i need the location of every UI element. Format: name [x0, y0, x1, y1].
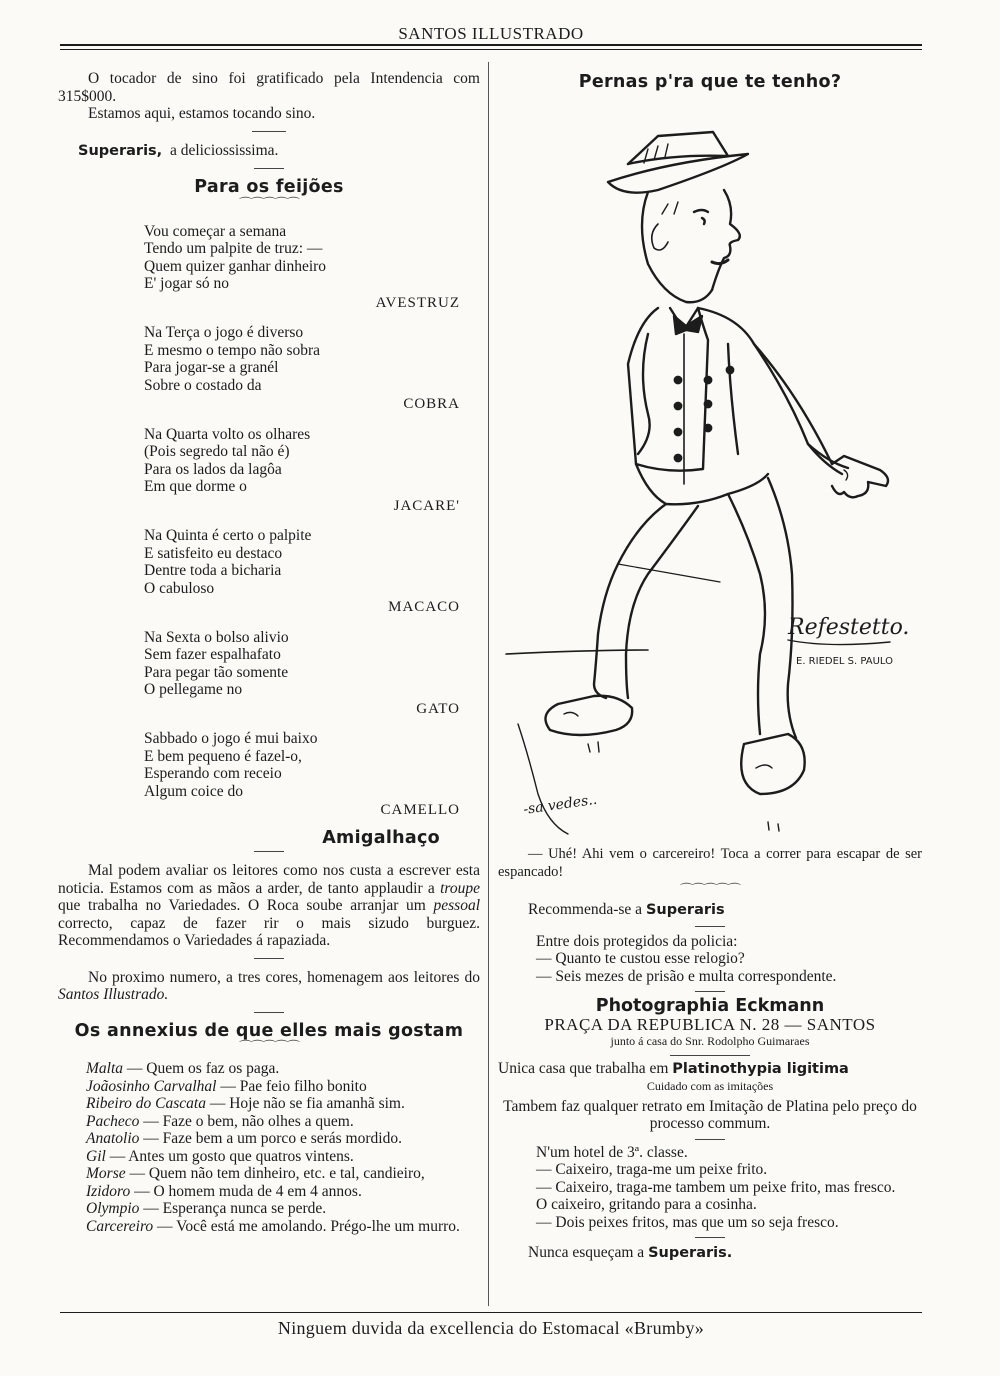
poem-line: Na Quinta é certo o palpite — [144, 527, 312, 544]
recommend-line — [498, 901, 922, 920]
annexius-name: Ribeiro do Cascata — [86, 1095, 206, 1112]
footer-rule — [60, 1312, 922, 1313]
annexius-name: Pacheco — [86, 1112, 140, 1130]
separator — [254, 851, 284, 852]
photo-platinothypia: Platinothypia ligitima — [672, 1060, 849, 1077]
shoe-icon — [546, 695, 805, 793]
poem-line: Na Quarta volto os olhares — [144, 425, 311, 443]
photo-studio-name: Photographia Eckmann — [595, 996, 825, 1016]
annexius-entry — [58, 1113, 480, 1131]
hat-icon — [608, 132, 748, 193]
annexius-saying: — Hoje não se fia amanhã sim. — [209, 1095, 405, 1112]
footer-ad: Ninguem duvida da excellencia do Estomacal «Brumby» — [277, 1318, 705, 1338]
hotel-anecdote — [498, 1144, 922, 1232]
amigalhaco-text — [58, 862, 480, 950]
poem-line: Vou começar a semana — [144, 222, 287, 240]
separator — [670, 1055, 750, 1056]
feijoes-poem — [144, 223, 460, 820]
annexius-entry — [58, 1130, 480, 1148]
photo-unica-text: Unica casa que trabalha em — [498, 1059, 669, 1077]
hotel-line: — Caixeiro, traga-me um peixe frito. — [536, 1161, 768, 1178]
separator — [695, 991, 725, 992]
annexius-name: Carcereiro — [86, 1217, 154, 1235]
column-divider — [488, 62, 489, 1306]
nunca-text: Nunca esqueçam a — [528, 1244, 645, 1261]
poem-line: E satisfeito eu destaco — [144, 544, 283, 562]
annexius-saying: — Antes um gosto que quatros vintens. — [109, 1147, 354, 1165]
annexius-name: Joãosinho Carvalhal — [86, 1077, 217, 1095]
annexius-entry — [58, 1165, 480, 1183]
poem-line: Sabbado o jogo é mui baixo — [144, 730, 318, 747]
amigalhaco-troupe: troupe — [440, 879, 480, 897]
tocando-sino-paragraph: Estamos aqui, estamos tocando sino. — [88, 105, 316, 122]
annexius-entry — [58, 1078, 480, 1096]
annexius-entry — [58, 1095, 480, 1113]
right-column — [498, 70, 922, 1263]
poem-line: Esperando com receio — [144, 765, 282, 782]
amigalhaco-text-b: que trabalha no Variedades. O Roca soube arranjar um — [58, 897, 426, 914]
poem-line: O pellegame no — [144, 681, 243, 698]
bowtie-icon — [674, 316, 702, 334]
annexius-saying: — Pae feio filho bonito — [220, 1077, 367, 1095]
annexius-entry — [58, 1183, 480, 1201]
poem-animal: CAMELLO — [380, 802, 460, 818]
poem-line: Quem quizer ganhar dinheiro — [144, 257, 327, 275]
annexius-saying: — O homem muda de 4 em 4 annos. — [134, 1182, 362, 1200]
nunca-line — [498, 1244, 922, 1263]
poem-line: Dentre toda a bicharia — [144, 562, 282, 579]
photo-studio-address: PRAÇA DA REPUBLICA N. 28 — SANTOS — [544, 1014, 876, 1034]
separator — [254, 168, 284, 169]
recommend-brand: Superaris — [645, 902, 725, 918]
annexius-saying: — Faze bem a um porco e serás mordido. — [143, 1130, 402, 1147]
separator — [254, 1012, 284, 1013]
annexius-saying: — Quem não tem dinheiro, etc. e tal, candieiro, — [129, 1165, 425, 1182]
poem-line: Na Terça o jogo é diverso — [144, 324, 304, 341]
poem-line: Na Sexta o bolso alivio — [144, 628, 289, 646]
annexius-saying: — Quem os faz os paga. — [126, 1060, 280, 1077]
legs-icon — [594, 478, 796, 738]
signature: Refestetto. — [788, 614, 910, 640]
amigalhaco-title: Amigalhaço — [322, 827, 440, 848]
annexius-name: Morse — [86, 1165, 126, 1182]
poem-animal: MACACO — [388, 599, 460, 615]
poem-animal: AVESTRUZ — [375, 294, 460, 311]
head-icon — [642, 190, 740, 302]
amigalhaco-text-c: correcto, capaz de fazer rir o mais sizudo burguez. Recommendamos o Variedades á rapaziada. — [58, 914, 480, 949]
photo-cuidado: Cuidado com as imitações — [646, 1079, 774, 1093]
poem-stanza — [144, 730, 460, 820]
poem-line: Para os lados da lagôa — [144, 460, 282, 478]
poem-stanza — [144, 426, 460, 516]
masthead-rule-thin — [60, 49, 922, 50]
hotel-line: O caixeiro, gritando para a cosinha. — [536, 1196, 757, 1213]
tocador-paragraph: O tocador de sino foi gratificado pela Intendencia com 315$000. — [58, 70, 480, 105]
dialog-line: — Seis mezes de prisão e multa correspondente. — [536, 967, 837, 985]
poem-line: Para pegar tão somente — [144, 663, 289, 681]
annexius-name: Malta — [86, 1060, 124, 1077]
annexius-saying: — Faze o bem, não olhes a quem. — [143, 1112, 354, 1130]
poem-animal: GATO — [416, 700, 460, 717]
poem-line: Sem fazer espalhafato — [144, 646, 281, 663]
hand-icon — [754, 344, 888, 497]
superaris-ad — [58, 142, 480, 161]
poem-line: Sobre o costado da — [144, 376, 262, 394]
separator — [695, 926, 725, 927]
dialog-line: Entre dois protegidos da policia: — [536, 932, 738, 950]
poem-line: Algum coice do — [144, 782, 244, 800]
ground-note: -sa vedes.. — [522, 791, 599, 818]
separator — [252, 131, 286, 132]
annexius-name: Anatolio — [86, 1130, 140, 1147]
annexius-entry — [58, 1148, 480, 1166]
poem-stanza — [144, 527, 460, 617]
cartoon-caption: — Uhé! Ahi vem o carcereiro! Toca a correr para escapar de ser espancado! — [498, 846, 922, 880]
dialog-line: — Quanto te custou esse relogio? — [536, 950, 745, 967]
annexius-name: Gil — [86, 1147, 106, 1165]
proximo-publication: Santos Illustrado. — [58, 986, 169, 1003]
annexius-name: Izidoro — [86, 1182, 131, 1200]
superaris-tagline: a deliciossissima. — [169, 141, 279, 159]
superaris-brand: Superaris, — [78, 142, 163, 159]
ornament: ⌒⌒⌒⌒⌒ — [238, 1039, 299, 1054]
cartoon-title: Pernas p'ra que te tenho? — [578, 72, 842, 92]
poem-line: (Pois segredo tal não é) — [144, 443, 290, 460]
poem-stanza — [144, 629, 460, 719]
left-column — [58, 70, 480, 1235]
ornament: ⌒⌒⌒⌒⌒ — [238, 195, 299, 211]
feijoes-title: Para os feijões — [194, 177, 344, 197]
proximo-text: No proximo numero, a tres cores, homenagem aos leitores do — [88, 968, 480, 986]
annexius-entry — [58, 1218, 480, 1236]
annexius-name: Olympio — [86, 1200, 140, 1217]
jacket-icon — [628, 308, 842, 504]
photo-tambem: Tambem faz qualquer retrato em Imitação de Platina pelo preço do processo commum. — [503, 1097, 917, 1132]
poem-stanza — [144, 223, 460, 313]
nunca-brand: Superaris. — [648, 1245, 733, 1261]
policia-dialog — [498, 933, 922, 986]
poem-line: O cabuloso — [144, 579, 215, 597]
amigalhaco-text-a: Mal podem avaliar os leitores como nos custa a escrever esta noticia. Estamos com as mãos a arder, de tanto applaudir a — [58, 862, 480, 897]
annexius-saying: — Você está me amolando. Prégo-lhe um murro. — [157, 1217, 460, 1235]
photo-unica — [498, 1060, 922, 1079]
amigalhaco-pessoal: pessoal — [433, 897, 481, 914]
annexius-list — [58, 1060, 480, 1235]
separator — [254, 958, 284, 959]
poem-animal: COBRA — [403, 396, 460, 412]
masthead-rule — [60, 44, 922, 46]
poem-animal: JACARE' — [393, 497, 460, 514]
separator — [695, 1237, 725, 1238]
poem-line: E mesmo o tempo não sobra — [144, 341, 321, 359]
annexius-saying: — Esperança nunca se perde. — [143, 1200, 327, 1217]
poem-line: E' jogar só no — [144, 275, 230, 292]
poem-line: Para jogar-se a granél — [144, 359, 279, 376]
recommend-text: Recommenda-se a — [528, 901, 643, 918]
engraver-credit: E. RIEDEL S. PAULO — [796, 655, 894, 667]
poem-stanza — [144, 324, 460, 414]
cartoon-illustration — [498, 94, 922, 836]
proximo-numero-text — [58, 969, 480, 1004]
annexius-entry — [58, 1200, 480, 1218]
hotel-line: — Dois peixes fritos, mas que um so seja fresco. — [536, 1213, 839, 1231]
poem-line: Tendo um palpite de truz: — — [144, 240, 323, 257]
separator — [695, 1139, 725, 1140]
poem-line: Em que dorme o — [144, 478, 247, 495]
annexius-entry — [58, 1060, 480, 1078]
poem-line: E bem pequeno é fazel-o, — [144, 747, 302, 765]
annexius-title: Os annexius de que elles mais gostam — [74, 1020, 464, 1041]
ornament: ⌒⌒⌒⌒⌒ — [679, 882, 740, 897]
hotel-line: N'um hotel de 3ª. classe. — [536, 1143, 688, 1161]
photo-studio-near: junto á casa do Snr. Rodolpho Guimaraes — [610, 1034, 810, 1048]
masthead: SANTOS ILLUSTRADO — [398, 24, 584, 43]
hotel-line: — Caixeiro, traga-me tambem um peixe frito, mas fresco. — [536, 1178, 896, 1196]
